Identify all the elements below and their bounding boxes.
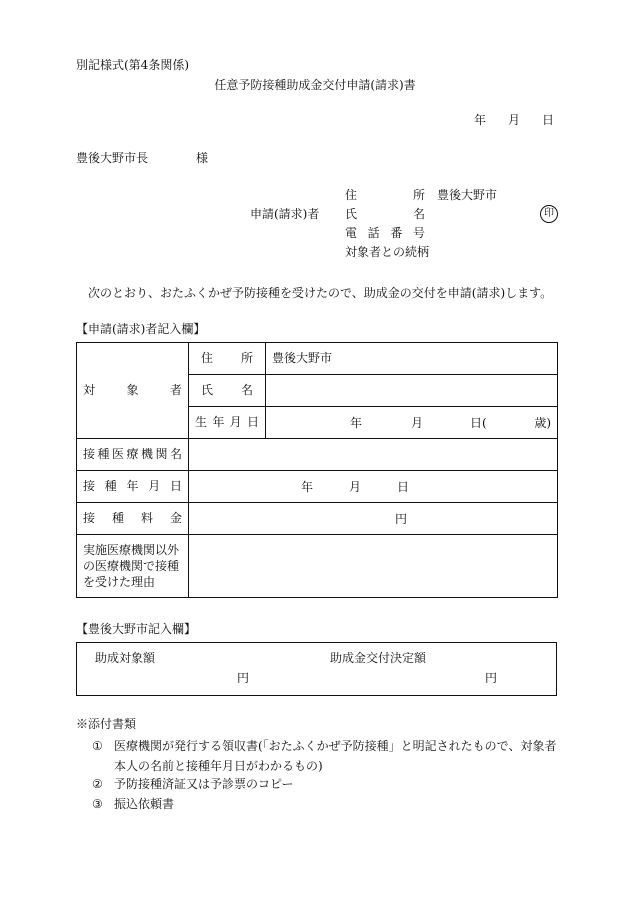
fee-fields: [195, 511, 551, 527]
applicant-value: 豊後大野市: [437, 188, 498, 202]
birth-month-unit: 月: [411, 415, 424, 430]
subject-birthdate-cell[interactable]: [266, 407, 558, 439]
date-month: 月: [507, 113, 520, 127]
applicant-key: 住所: [345, 188, 425, 202]
attachment-item: [92, 774, 562, 794]
section-title-applicant: 【申請(請求)者記入欄】: [76, 322, 206, 336]
document-title: 任意予防接種助成金交付申請(請求)書: [214, 78, 416, 92]
fee-unit: 円: [395, 511, 408, 526]
table-row: [77, 439, 558, 471]
applicant-label: 申請(請求)者: [250, 207, 320, 221]
reason-cell[interactable]: [189, 535, 558, 598]
attachment-num: ②: [92, 777, 103, 791]
fee-cell[interactable]: [189, 503, 558, 535]
clinic-cell[interactable]: [189, 439, 558, 471]
vacc-date-fields: [195, 479, 551, 495]
applicant-key: 対象者との続柄: [345, 245, 430, 259]
subject-label-cell: [77, 343, 189, 439]
table-cell: [189, 343, 266, 375]
attachment-num: ③: [92, 797, 103, 811]
date-year: 年: [473, 113, 486, 127]
subject-label: 対象者: [83, 383, 182, 398]
table-cell: [189, 375, 266, 407]
date-line: [452, 114, 554, 126]
attachment-item: [92, 794, 562, 814]
attachment-item: [92, 736, 562, 776]
subject-key-address: 住所: [201, 351, 253, 366]
applicant-row-phone: [345, 227, 437, 239]
vacc-date-cell[interactable]: [189, 471, 558, 503]
applicant-row-relation: [345, 246, 441, 258]
applicant-key: 電話番号: [345, 226, 425, 240]
birth-age-unit: 歳): [534, 415, 551, 430]
vacc-day-unit: 日: [397, 479, 410, 494]
table-cell: [77, 439, 189, 471]
table-cell: [189, 407, 266, 439]
grant-target-label: 助成対象額: [95, 651, 156, 665]
clinic-label: 接種医療機関名: [83, 447, 182, 462]
subject-key-name: 氏名: [201, 383, 253, 398]
addressee-name: 豊後大野市長: [76, 151, 149, 165]
table-row: [77, 343, 558, 375]
form-id: 別記様式(第4条関係): [76, 58, 189, 72]
applicant-row-name: [345, 208, 437, 220]
table-row: [77, 535, 558, 598]
birth-day-unit: 日(: [470, 415, 487, 430]
attachment-text: 予防接種済証又は予診票のコピー: [114, 777, 294, 791]
attachments-title: ※添付書類: [76, 717, 137, 731]
table-row: [77, 503, 558, 535]
grant-decision-label: 助成金交付決定額: [330, 651, 427, 665]
subject-address-value: 豊後大野市: [272, 351, 333, 366]
attachment-text: 医療機関が発行する領収書(「おたふくかぜ予防接種」と明記されたもので、対象者本人の名前と接種年月日がわかるもの): [114, 739, 557, 773]
birthdate-fields: [272, 415, 551, 431]
fee-label: 接種料金: [83, 511, 182, 526]
table-row: [77, 471, 558, 503]
subject-address-cell[interactable]: [266, 343, 558, 375]
addressee: [76, 152, 208, 164]
birth-year-unit: 年: [350, 415, 363, 430]
vacc-date-label: 接種年月日: [83, 479, 182, 494]
applicant-table: [76, 342, 558, 598]
addressee-suffix: 様: [196, 151, 209, 165]
subject-name-cell[interactable]: [266, 375, 558, 407]
attachment-text: 振込依頼書: [114, 797, 175, 811]
applicant-row-address: [345, 189, 497, 201]
date-day: 日: [541, 113, 554, 127]
reason-label: 実施医療機関以外の医療機関で接種を受けた理由: [83, 543, 180, 589]
grant-decision-unit: 円: [485, 671, 498, 685]
body-text: 次のとおり、おたふくかぜ予防接種を受けたので、助成金の交付を申請(請求)します。: [88, 286, 553, 300]
attachment-num: ①: [92, 739, 103, 753]
vacc-month-unit: 月: [349, 479, 362, 494]
section-title-city: 【豊後大野市記入欄】: [76, 622, 197, 636]
subject-key-birthdate: 生年月日: [195, 415, 259, 430]
table-cell: [77, 471, 189, 503]
applicant-key: 氏名: [345, 207, 425, 221]
vacc-year-unit: 年: [301, 479, 314, 494]
grant-target-unit: 円: [237, 671, 250, 685]
grant-box: [76, 642, 557, 696]
seal-mark: 印: [540, 205, 558, 223]
reason-label-cell: [77, 535, 189, 598]
table-cell: [77, 503, 189, 535]
